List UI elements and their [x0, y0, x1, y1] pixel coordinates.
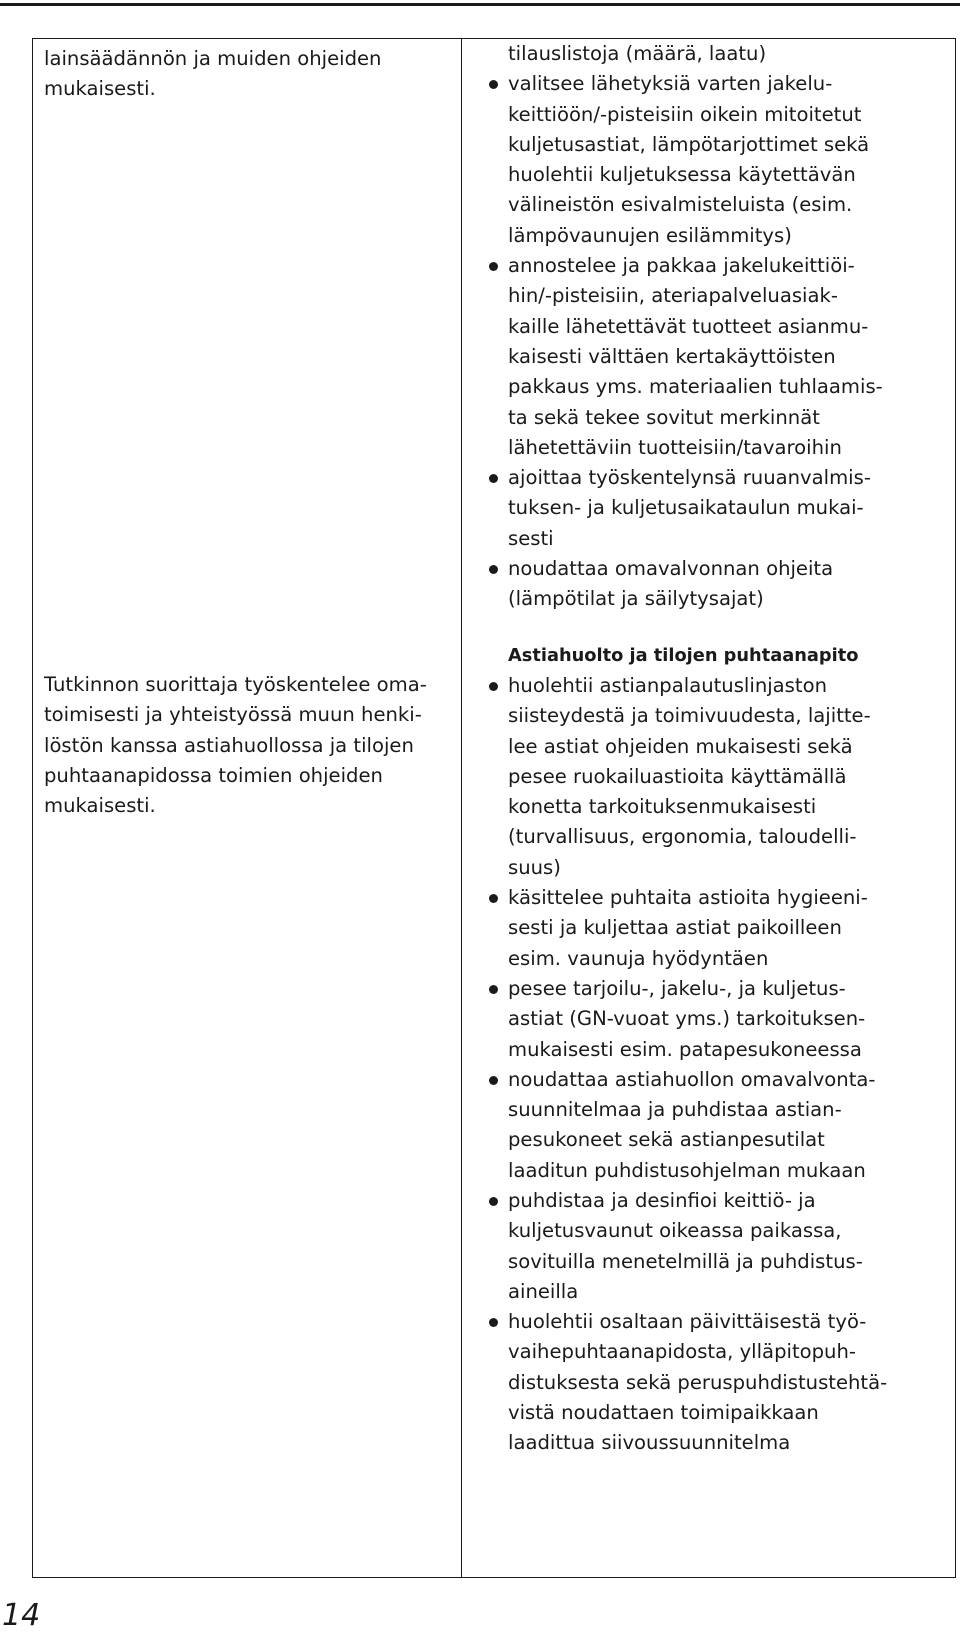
- text-line: välineistön esivalmisteluista (esim.: [508, 193, 853, 217]
- text-line: pakkaus yms. materiaalien tuhlaamis-: [508, 375, 883, 399]
- text-line: keittiöön/-pisteisiin oikein mitoitetut: [508, 102, 862, 126]
- text-line: tilauslistoja (määrä, laatu): [508, 42, 767, 65]
- bullet-item: [508, 69, 948, 251]
- text-line: suunnitelmaa ja puhdistaa astian-: [508, 1098, 842, 1122]
- text-line: lainsäädännön ja muiden ohjeiden: [44, 47, 382, 70]
- bullet-icon: [489, 565, 498, 574]
- text-line: huolehtii kuljetuksessa käytettävän: [508, 163, 856, 187]
- text-line: (turvallisuus, ergonomia, taloudelli-: [508, 825, 857, 849]
- page-number: 14: [2, 1598, 41, 1633]
- text-line: kuljetusvaunut oikeassa paikassa,: [508, 1219, 842, 1243]
- right-column: [508, 39, 948, 1459]
- bullet-icon: [489, 262, 498, 271]
- text-line: aineilla: [508, 1279, 579, 1303]
- column-divider: [461, 38, 462, 1578]
- top-rule: [0, 3, 960, 6]
- text-line: distuksesta sekä peruspuhdistustehtä-: [508, 1370, 888, 1394]
- text-line: vistä noudattaen toimipaikkaan: [508, 1401, 819, 1425]
- text-line: pesee ruokailuastioita käyttämällä: [508, 764, 847, 788]
- text-line: siisteydestä ja toimivuudesta, lajitte-: [508, 704, 871, 728]
- text-line: ajoittaa työskentelynsä ruuanvalmis-: [508, 463, 948, 493]
- bullet-item: [508, 671, 948, 883]
- bullet-item: [508, 251, 948, 463]
- text-line: sesti: [508, 526, 554, 550]
- right-section-2: [508, 671, 948, 1459]
- bullet-icon: [489, 682, 498, 691]
- text-line: puhtaanapidossa toimien ohjeiden: [44, 763, 383, 787]
- text-line: hin/-pisteisiin, ateriapalveluasiak-: [508, 284, 838, 308]
- text-line: toimisesti ja yhteistyössä muun henki-: [44, 703, 422, 727]
- text-line: pesee tarjoilu-, jakelu-, ja kuljetus-: [508, 974, 948, 1004]
- text-line: sesti ja kuljettaa astiat paikoilleen: [508, 916, 842, 940]
- text-line: kuljetusastiat, lämpötarjottimet sekä: [508, 132, 870, 156]
- bullet-item: [508, 1065, 948, 1186]
- text-line: sovituilla menetelmillä ja puhdistus-: [508, 1249, 863, 1273]
- continuation-text: [508, 39, 948, 69]
- text-line: mukaisesti.: [44, 77, 156, 101]
- text-line: lähetettäviin tuotteisiin/tavaroihin: [508, 435, 842, 459]
- text-line: kaille lähetettävät tuotteet asianmu-: [508, 314, 869, 338]
- text-line: laadittua siivoussuunnitelma: [508, 1431, 791, 1455]
- text-line: huolehtii astianpalautuslinjaston: [508, 671, 948, 701]
- bullet-icon: [489, 894, 498, 903]
- text-line: (lämpötilat ja säilytysajat): [508, 587, 764, 611]
- left-paragraph-2: [44, 670, 454, 821]
- text-line: tuksen- ja kuljetusaikataulun mukai-: [508, 496, 864, 520]
- text-line: vaihepuhtaanapidosta, ylläpitopuh-: [508, 1340, 856, 1364]
- bullet-item: [508, 1186, 948, 1307]
- text-line: noudattaa astiahuollon omavalvonta-: [508, 1065, 948, 1095]
- text-line: löstön kanssa astiahuollossa ja tilojen: [44, 733, 414, 757]
- bullet-item: [508, 1307, 948, 1458]
- text-line: lee astiat ohjeiden mukaisesti sekä: [508, 734, 853, 758]
- text-line: noudattaa omavalvonnan ohjeita: [508, 554, 948, 584]
- text-line: astiat (GN-vuoat yms.) tarkoituksen-: [508, 1007, 866, 1031]
- text-line: huolehtii osaltaan päivittäisestä työ-: [508, 1307, 948, 1337]
- text-line: pesukoneet sekä astianpesutilat: [508, 1128, 825, 1152]
- text-line: Tutkinnon suorittaja työskentelee oma-: [44, 673, 427, 696]
- text-line: mukaisesti esim. patapesukoneessa: [508, 1037, 862, 1061]
- text-line: annostelee ja pakkaa jakelukeittiöi-: [508, 251, 948, 281]
- text-line: esim. vaunuja hyödyntäen: [508, 946, 769, 970]
- left-paragraph-1: [44, 44, 454, 105]
- bullet-item: [508, 554, 948, 615]
- bullet-item: [508, 463, 948, 554]
- text-line: valitsee lähetyksiä varten jakelu-: [508, 69, 948, 99]
- section-heading: Astiahuolto ja tilojen puhtaanapito: [508, 644, 859, 666]
- text-line: lämpövaunujen esilämmitys): [508, 223, 792, 247]
- bullet-item: [508, 883, 948, 974]
- right-section-1: [508, 39, 948, 615]
- text-line: mukaisesti.: [44, 794, 156, 818]
- text-line: konetta tarkoituksenmukaisesti: [508, 795, 817, 819]
- bullet-icon: [489, 1076, 498, 1085]
- text-line: puhdistaa ja desinfioi keittiö- ja: [508, 1186, 948, 1216]
- bullet-icon: [489, 1197, 498, 1206]
- bullet-item: [508, 974, 948, 1065]
- text-line: ta sekä tekee sovitut merkinnät: [508, 405, 820, 429]
- text-line: suus): [508, 855, 561, 879]
- text-line: kaisesti välttäen kertakäyttöisten: [508, 344, 836, 368]
- text-line: laaditun puhdistusohjelman mukaan: [508, 1158, 866, 1182]
- bullet-icon: [489, 985, 498, 994]
- left-column: [44, 44, 454, 818]
- text-line: käsittelee puhtaita astioita hygieeni-: [508, 883, 948, 913]
